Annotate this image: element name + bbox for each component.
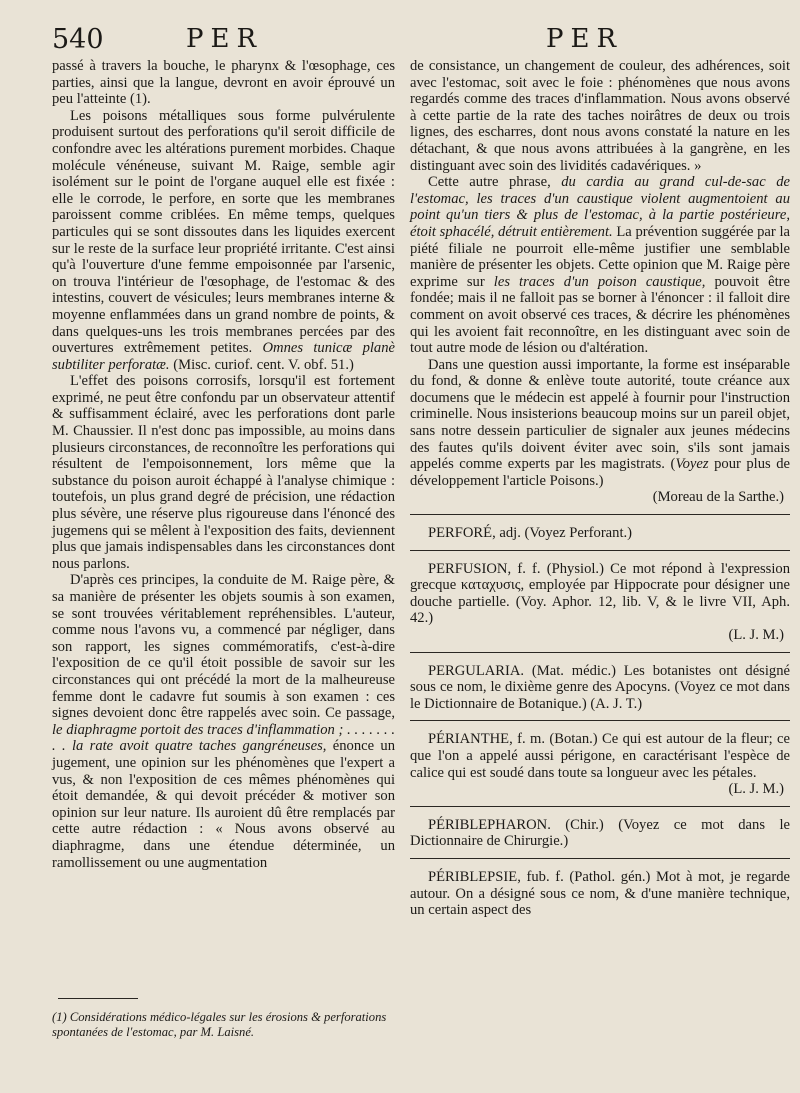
- entry-head: PÉRIBLEPSIE,: [428, 868, 521, 885]
- left-column: [52, 58, 395, 871]
- dictionary-entry: PERFUSION, f. f. (Physiol.) Ce mot répond à l'expression grecque καταχυσις, employée par Hippocrate pour désigner une douche partielle. (Voy. Aphor. 12, lib. V, & le livre VII, Aph. 42.): [410, 560, 790, 627]
- paragraph: D'après ces principes, la conduite de M. Raige père, & sa manière de présenter les objets soumis à son examen, se sont trouvées véritablement repréhensibles. L'auteur, comme nous l'avons vu, a commencé par négliger, dans son rapport, les signes commémoratifs, c'est-à-dire l'exposition de ce qu'il étoit possible de savoir sur les circonstances qui ont précédé la mort de la malheureuse femme dont le cadavre fut soumis à son examen : ces signes devoient donc être rappelés avec soin. Ce passage, le diaphragme portoit des traces d'inflammation ; . . . . . . . . . la rate avoit quatre taches gangréneuses, énonce un jugement, une opinion sur les phénomènes que l'expert a vus, & non l'exposition de ces mêmes phénomènes qui étoit demandée, & qui devoit précéder & motiver son opinion sur leur nature. Ils auroient dû être remplacés par cette autre rédaction : « Nous avons observé au diaphragme, dans une étendue déterminée, un ramollissement ou une augmentation: [52, 572, 395, 871]
- paragraph: de consistance, un changement de couleur, des adhérences, soit avec l'estomac, soit avec le foie : phénomènes que nous avons regardés comme des traces d'inflammation. Nous avons observé à cette partie de la rate des taches noirâtres de deux ou trois lignes, des escharres, dont nous avons constaté la nature en les détachant, & que nous avons attribuées à la gangrène, en les distinguant avec soin des lividités cadavériques. »: [410, 58, 790, 174]
- dictionary-entry: PÉRIANTHE, f. m. (Botan.) Ce qui est autour de la fleur; ce que l'on a appelé aussi périgone, en caractérisant l'espèce de calice qui est soudé dans toute sa longueur avec les pétales.: [410, 731, 790, 781]
- footnote: (1) Considérations médico-légales sur les érosions & perforations spontanées de l'estomac, par M. Laisné.: [52, 1010, 387, 1039]
- page-number: 540: [52, 24, 104, 55]
- running-title-right: PER: [546, 24, 624, 54]
- entry-head: PÉRIBLEPHARON.: [428, 816, 551, 833]
- paragraph: Les poisons métalliques sous forme pulvérulente produisent surtout des perforations qu'il seroit difficile de confondre avec les altérations purement morbides. Chaque molécule vénéneuse, suivant M. Raige, semble agir isolément sur le point de l'organe auquel elle est fixée : elle le corrode, le perfore, en sorte que les membranes paroissent comme criblées. En même temps, quelques particules qui se sont dissoutes dans les liquides exercent sur le reste de la surface leur propriété irritante. C'est ainsi qu'à l'ouverture d'une femme empoisonnée par l'arsenic, on trouva l'intérieur de l'œsophage, de l'estomac & des intestins, couvert de vésicules; leurs membranes interne & moyenne enflammées dans un grand nombre de points, & dans quelques-uns les trois membranes percées par des ouvertures extrêmement petites. Omnes tunicæ planè subtiliter perforatæ. (Misc. curiof. cent. V. obf. 51.): [52, 107, 395, 373]
- entry-separator: [410, 652, 790, 653]
- entry-head: PERFUSION,: [428, 560, 512, 577]
- entry-separator: [410, 806, 790, 807]
- right-column: [410, 58, 790, 919]
- entry-head: PERGULARIA.: [428, 662, 525, 679]
- entry-separator: [410, 550, 790, 551]
- entry-head: PÉRIANTHE,: [428, 731, 513, 748]
- signature: (L. J. M.): [728, 627, 784, 643]
- dictionary-entry: PERFORÉ, adj. (Voyez Perforant.): [428, 525, 633, 542]
- running-title-left: PER: [186, 24, 264, 54]
- paragraph: L'effet des poisons corrosifs, lorsqu'il est fortement exprimé, ne peut être confondu par un observateur attentif & suffisamment éclairé, avec les perforations dont parle M. Chaussier. Il n'est donc pas impossible, au moins dans plusieurs circonstances, de reconnoître les perforations qui résultent de l'empoisonnement, lors même que la substance du poison auroit échappé à l'analyse chimique : toutefois, un plus grand degré de précision, une rédaction plus sévère, une réserve plus rigoureuse dans l'énoncé des jugemens qui se mêlent à l'exposition des faits, deviennent plus que jamais indispensables dans les circonstances dont nous parlons.: [52, 373, 395, 572]
- entry-separator: [410, 858, 790, 859]
- signature: (L. J. M.): [728, 781, 784, 798]
- signature: (Moreau de la Sarthe.): [652, 489, 784, 506]
- dictionary-entry: PÉRIBLEPSIE, fub. f. (Pathol. gén.) Mot à mot, je regarde autour. On a désigné sous ce nom, & d'une manière technique, un certain aspect des: [410, 868, 790, 919]
- entry-head: PERFORÉ,: [428, 525, 496, 542]
- entry-separator: [410, 720, 790, 721]
- dictionary-entry: PÉRIBLEPHARON. (Chir.) (Voyez ce mot dans le Dictionnaire de Chirurgie.): [410, 816, 790, 850]
- dictionary-entry: PERGULARIA. (Mat. médic.) Les botanistes ont désigné sous ce nom, le dixième genre des Apocyns. (Voyez ce mot dans le Dictionnaire de Botanique.) (A. J. T.): [410, 662, 790, 712]
- paragraph: passé à travers la bouche, le pharynx & l'œsophage, ces parties, ainsi que la langue, devront en avoir éprouvé un peu l'atteinte (1).: [52, 58, 395, 108]
- footnote-rule: [58, 998, 138, 999]
- paragraph: Dans une question aussi importante, la forme est inséparable du fond, & donne & enlève toute autorité, toute créance aux documens que le médecin est appelé à fournir pour l'instruction criminelle. Nous insisterions beaucoup moins sur un pareil objet, sans notre dessein particulier de signaler aux jeunes médecins des fautes qu'ils doivent éviter avec soin, s'ils sont jamais appelés comme experts par les magistrats. (Voyez pour plus de développement l'article Poisons.): [410, 356, 790, 489]
- entry-separator: [410, 514, 790, 515]
- running-header: [0, 24, 800, 56]
- paragraph: Cette autre phrase, du cardia au grand cul-de-sac de l'estomac, les traces d'un caustique violent augmentoient au point qu'un tiers & plus de l'estomac, à la partie postérieure, étoit sphacélé, détruit entièrement. La prévention suggérée par la piété filiale ne pourroit elle-même justifier une semblable manière de présenter les objets. Cette opinion que M. Raige père exprime sur les traces d'un poison caustique, pouvoit être fondée; mais il ne falloit pas se borner à l'énoncer : il falloit dire comment on avoit observé ces traces, & décrire les phénomènes qui les avoient fait reconnoître, en les distinguant avec soin de tout autre mode de lésion ou d'altération.: [410, 174, 790, 357]
